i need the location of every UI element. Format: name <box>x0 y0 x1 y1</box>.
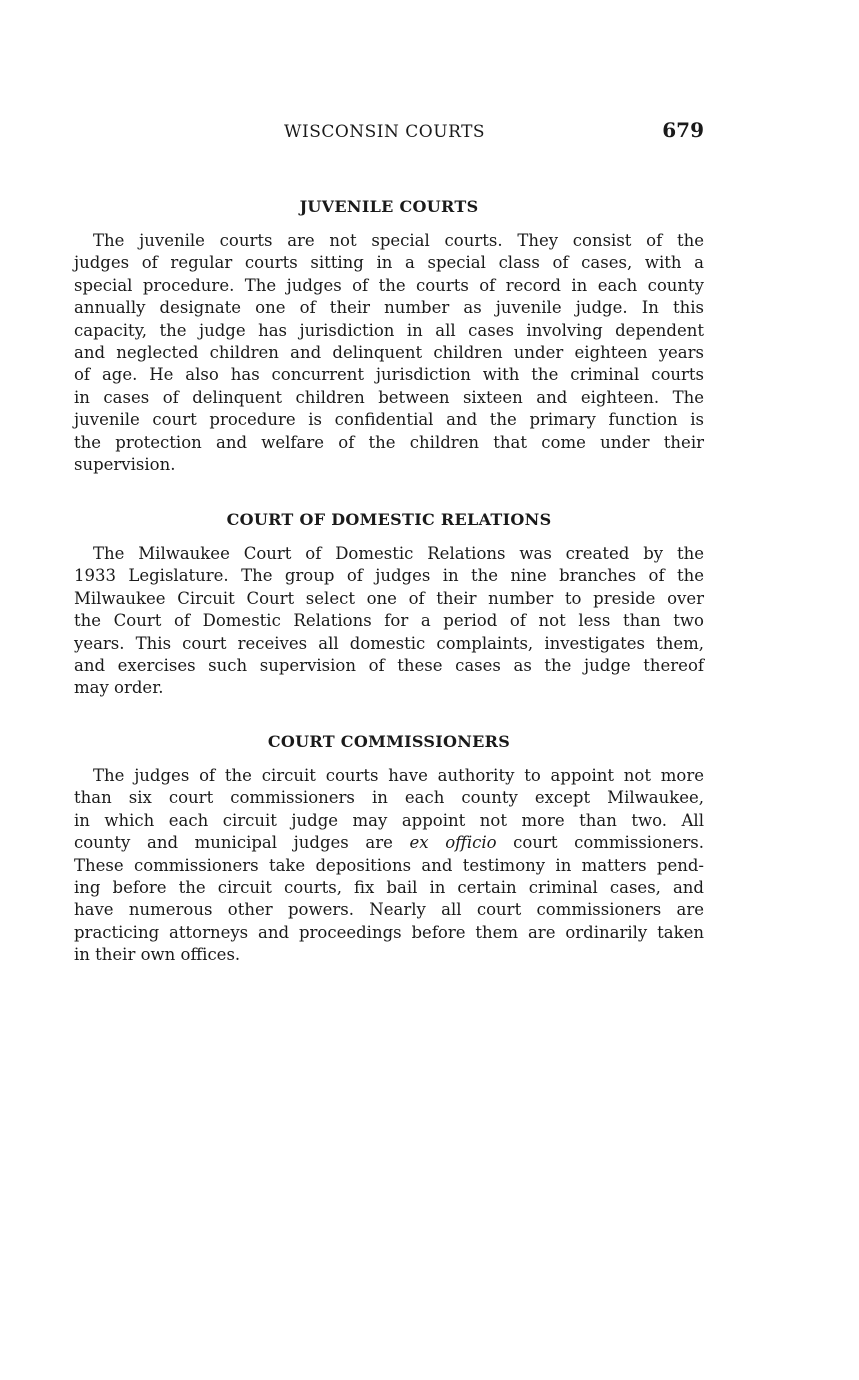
paragraph-line: of age. He also has concurrent jurisdiction with the criminal courts <box>74 365 704 385</box>
page-number: 679 <box>662 118 704 142</box>
section-paragraph <box>74 230 704 476</box>
paragraph-line: Milwaukee Circuit Court select one of their number to preside over <box>74 588 704 608</box>
paragraph-line: juvenile court procedure is confidential and the primary function is <box>74 410 704 430</box>
paragraph-line: The judges of the circuit courts have authority to appoint not more <box>93 766 704 785</box>
section-heading: JUVENILE COURTS <box>299 197 479 216</box>
paragraph-line: the Court of Domestic Relations for a period of not less than two <box>74 611 704 631</box>
section-paragraph <box>74 543 704 700</box>
paragraph-line: in which each circuit judge may appoint not more than two. All <box>74 810 704 830</box>
paragraph-line: in their own offices. <box>74 945 241 965</box>
paragraph-line: The juvenile courts are not special courts. They consist of the <box>93 231 704 250</box>
section-juvenile-courts <box>74 196 704 476</box>
italic-term: ex officio <box>409 833 497 853</box>
paragraph-line: ing before the circuit courts, fix bail in certain criminal cases, and <box>74 877 704 897</box>
paragraph-line: capacity, the judge has jurisdiction in all cases involving dependent <box>74 320 704 340</box>
paragraph-line: 1933 Legislature. The group of judges in the nine branches of the <box>74 566 704 586</box>
paragraph-line: may order. <box>74 678 164 698</box>
paragraph-line: supervision. <box>74 454 176 474</box>
paragraph-line: These commissioners take depositions and testimony in matters pend- <box>74 855 704 875</box>
paragraph-line: annually designate one of their number as juvenile judge. In this <box>74 298 704 318</box>
paragraph-line: and neglected children and delinquent children under eighteen years <box>74 342 704 362</box>
paragraph-line: years. This court receives all domestic complaints, investigates them, <box>74 633 704 653</box>
paragraph-line: than six court commissioners in each county except Milwaukee, <box>74 788 704 808</box>
paragraph-line-with-italic <box>74 832 704 854</box>
text-segment: court commissioners. <box>496 833 704 853</box>
paragraph-line: and exercises such supervision of these cases as the judge thereof <box>74 655 704 675</box>
running-title: WISCONSIN COURTS <box>284 122 486 142</box>
paragraph-line: The Milwaukee Court of Domestic Relations was created by the <box>93 544 704 563</box>
section-paragraph <box>74 765 704 967</box>
paragraph-line: in cases of delinquent children between sixteen and eighteen. The <box>74 387 704 407</box>
section-court-commissioners <box>74 731 704 967</box>
paragraph-line: practicing attorneys and proceedings before them are ordinarily taken <box>74 922 704 942</box>
paragraph-line: special procedure. The judges of the courts of record in each county <box>74 275 704 295</box>
section-heading: COURT COMMISSIONERS <box>267 732 511 751</box>
section-court-of-domestic-relations <box>74 509 704 700</box>
paragraph-line: have numerous other powers. Nearly all court commissioners are <box>74 900 704 920</box>
paragraph-line: judges of regular courts sitting in a special class of cases, with a <box>74 253 704 273</box>
running-header <box>74 119 704 145</box>
section-heading: COURT OF DOMESTIC RELATIONS <box>226 510 552 529</box>
paragraph-line: the protection and welfare of the children that come under their <box>74 432 704 452</box>
text-segment: county and municipal judges are <box>74 833 410 853</box>
